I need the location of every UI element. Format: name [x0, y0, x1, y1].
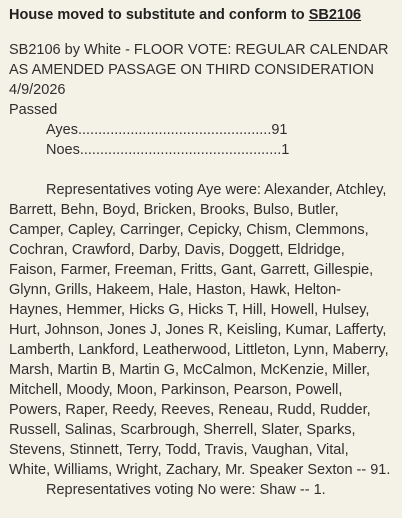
no-voters: Representatives voting No were: Shaw -- 1.	[46, 482, 326, 498]
spacer	[9, 160, 393, 180]
action-result: Passed	[9, 102, 58, 118]
spacer	[9, 26, 393, 40]
action-date: 4/9/2026	[9, 82, 66, 98]
action-description: SB2106 by White - FLOOR VOTE: REGULAR CALENDAR AS AMENDED PASSAGE ON THIRD CONSIDERATION	[9, 42, 389, 78]
heading-text: House moved to substitute and conform to	[9, 7, 309, 23]
action-heading	[9, 4, 393, 26]
ayes-tally: Ayes................................................91	[46, 122, 288, 138]
noes-tally: Noes..................................................1	[46, 142, 290, 158]
bill-link[interactable]: SB2106	[308, 7, 362, 23]
aye-voters: Representatives voting Aye were: Alexander, Atchley, Barrett, Behn, Boyd, Bricken, Brooks, Bulso, Butler, Camper, Capley, Carringer, Cepicky, Chism, Clemmons, Cochran, Crawford, Darby, Davis, Doggett, Eldridge, Faison, Farmer, Freeman, Fritts, Gant, Garrett, Gillespie, Glynn, Grills, Hakeem, Hale, Haston, Hawk, Helton-Haynes, Hemmer, Hicks G, Hicks T, Hill, Howell, Hulsey, Hurt, Johnson, Jones J, Jones R, Keisling, Kumar, Lafferty, Lamberth, Lankford, Leatherwood, Littleton, Lynn, Maberry, Marsh, Martin B, Martin G, McCalmon, McKenzie, Miller, Mitchell, Moody, Moon, Parkinson, Pearson, Powell, Powers, Raper, Reedy, Reeves, Reneau, Rudd, Rudder, Russell, Salinas, Scarbrough, Sherrell, Slater, Sparks, Stevens, Stinnett, Terry, Todd, Travis, Vaughan, Vital, White, Williams, Wright, Zachary, Mr. Speaker Sexton -- 91.	[9, 182, 391, 478]
